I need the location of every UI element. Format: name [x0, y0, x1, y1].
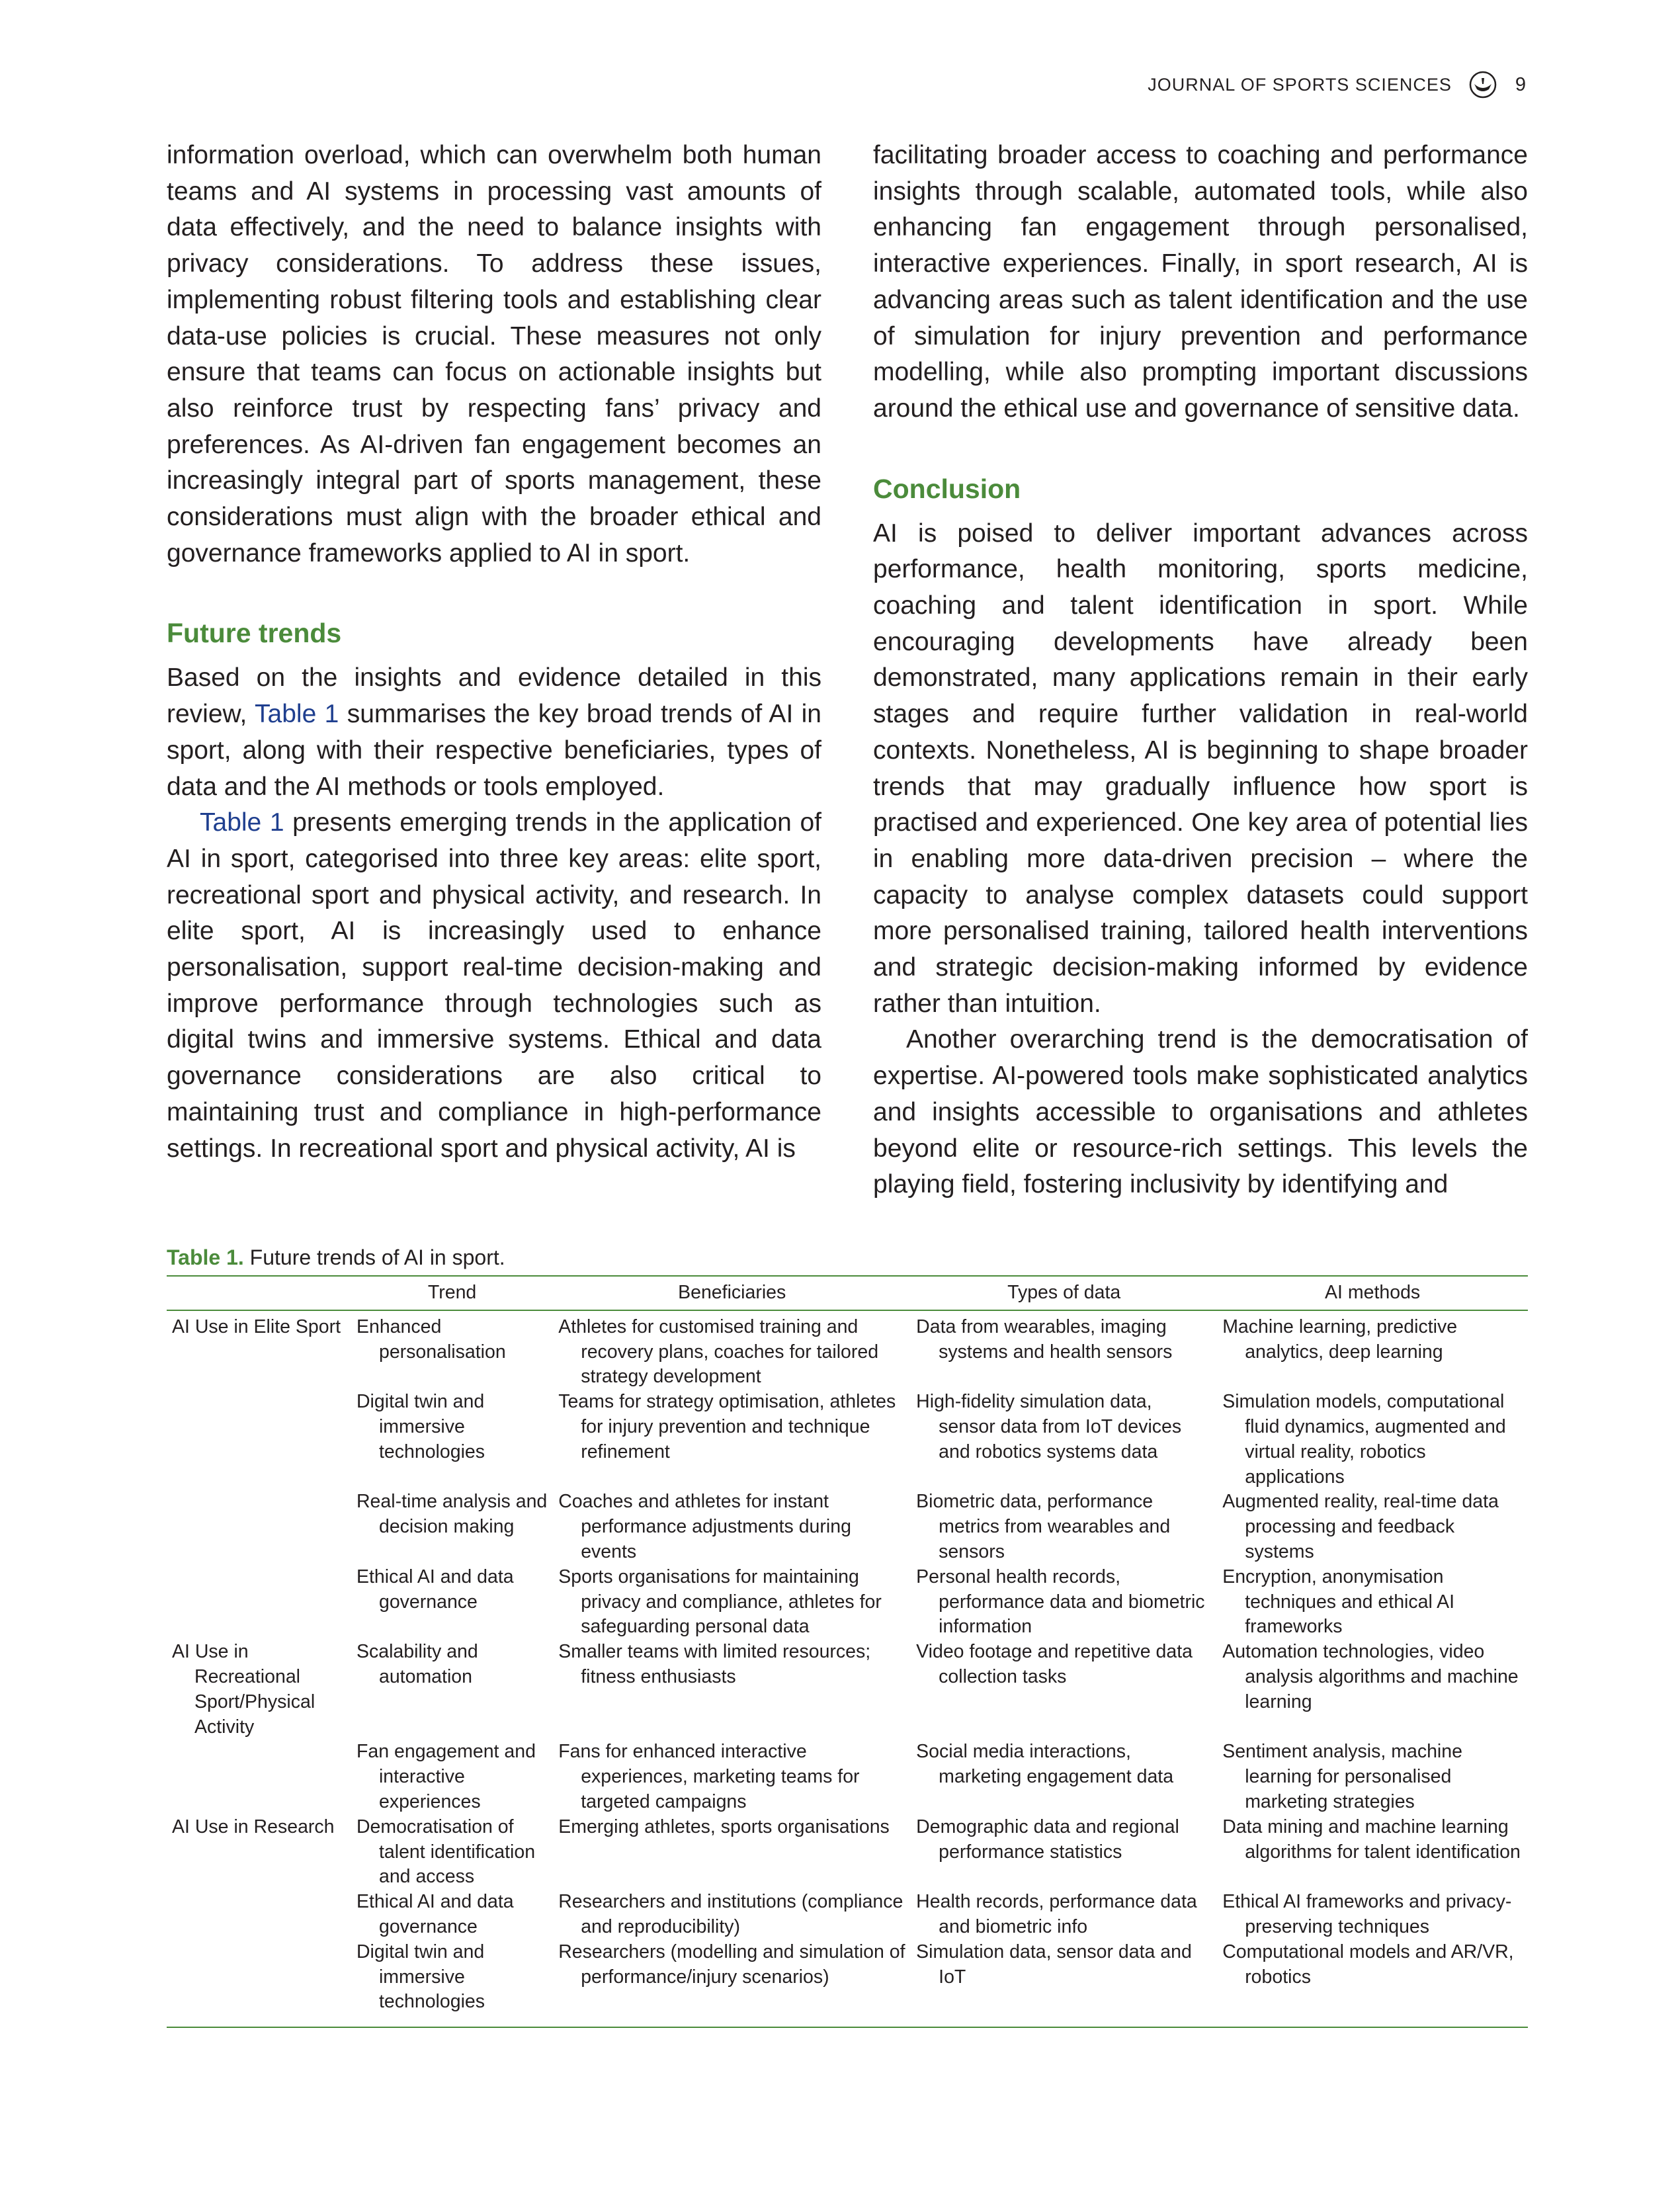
table-row: [167, 1390, 1528, 1490]
cell-trend: Digital twin and immersive technologies: [351, 1940, 553, 2027]
cell-ai-methods: Data mining and machine learning algorithms for talent identification: [1222, 1816, 1521, 1863]
cell-ai-methods: Automation technologies, video analysis algorithms and machine learning: [1222, 1641, 1519, 1712]
cell-ai-methods: Machine learning, predictive analytics, deep learning: [1222, 1316, 1458, 1363]
cell-types-of-data: Demographic data and regional performance statistics: [916, 1816, 1179, 1863]
running-head: [1148, 70, 1527, 99]
right-paragraph-3: Another overarching trend is the democratisation of expertise. AI-powered tools make sophisticated analytics and insights accessible to organisations and athletes beyond elite or resource-rich settings. This levels the playing field, fostering inclusivity by identifying and: [873, 1025, 1528, 1199]
publisher-logo-icon: [1469, 71, 1497, 99]
table-caption-text: Future trends of AI in sport.: [249, 1245, 505, 1269]
table-row: [167, 1815, 1528, 1890]
left-column: [167, 138, 821, 1167]
cell-beneficiaries: Coaches and athletes for instant performance adjustments during events: [558, 1491, 851, 1562]
cell-trend: Digital twin and immersive technologies: [356, 1391, 485, 1462]
right-paragraph-1: facilitating broader access to coaching and performance insights through scalable, automated tools, while also enhancing fan engagement through personalised, interactive experiences. Finally, in sport research, AI is advancing areas such as talent identification and the use of simulation for injury prevention and performance modelling, while also prompting important discussions around the ethical use and governance of sensitive data.: [873, 141, 1528, 423]
cell-category: [167, 1890, 351, 1940]
table-row: [167, 1940, 1528, 2027]
future-trends-heading: Future trends: [167, 618, 342, 649]
right-paragraph-2: AI is poised to deliver important advances across performance, health monitoring, sports medicine, coaching and talent identification in sport. While encouraging developments have already been demonstrated, many applications remain in their early stages and require further validation in real-world contexts. Nonetheless, AI is beginning to shape broader trends that may gradually influence how sport is practised and experienced. One key area of potential lies in enabling more data-driven precision – where the capacity to analyse complex datasets could support more personalised training, tailored health interventions and strategic decision-making informed by evidence rather than intuition.: [873, 519, 1528, 1018]
table1-link[interactable]: Table 1: [255, 700, 339, 729]
cell-beneficiaries: Sports organisations for maintaining privacy and compliance, athletes for safeguarding personal data: [558, 1566, 882, 1638]
cell-types-of-data: Health records, performance data and biometric info: [916, 1891, 1197, 1937]
table1-link[interactable]: Table 1: [200, 808, 284, 837]
cell-beneficiaries: Teams for strategy optimisation, athletes for injury prevention and technique refinement: [558, 1391, 896, 1462]
trends-table: [167, 1275, 1528, 2028]
cell-types-of-data: Personal health records, performance data and biometric information: [916, 1566, 1205, 1638]
cell-trend: Ethical AI and data governance: [356, 1891, 514, 1937]
header-trend: Trend: [351, 1276, 553, 1310]
cell-types-of-data: Biometric data, performance metrics from wearables and sensors: [916, 1491, 1171, 1562]
cell-category: AI Use in Research: [172, 1816, 335, 1837]
para2-text-b: summarises the key broad trends of AI in sport, along with their respective beneficiaries, types of data and the AI methods or tools employed.: [167, 700, 821, 801]
table-1: [167, 1243, 1528, 2028]
cell-ai-methods: Computational models and AR/VR, robotics: [1217, 1940, 1528, 2027]
cell-trend: Scalability and automation: [356, 1641, 478, 1687]
cell-types-of-data: High-fidelity simulation data, sensor data from IoT devices and robotics systems data: [916, 1391, 1182, 1462]
right-column: [873, 138, 1528, 1203]
table-row: [167, 1890, 1528, 1940]
cell-category: [167, 1390, 351, 1490]
cell-category: [167, 1940, 351, 2027]
cell-category: [167, 1490, 351, 1564]
cell-types-of-data: Data from wearables, imaging systems and health sensors: [916, 1316, 1173, 1363]
journal-name: JOURNAL OF SPORTS SCIENCES: [1148, 74, 1452, 95]
cell-beneficiaries: Smaller teams with limited resources; fitness enthusiasts: [558, 1641, 871, 1687]
cell-trend: Ethical AI and data governance: [356, 1566, 514, 1613]
cell-ai-methods: Ethical AI frameworks and privacy-preserving techniques: [1222, 1891, 1512, 1937]
cell-beneficiaries: Emerging athletes, sports organisations: [558, 1816, 890, 1837]
para2-text-a: Based on the insights and evidence detailed in this review,: [167, 663, 821, 729]
table-row: [167, 1565, 1528, 1640]
header-category: [167, 1276, 351, 1310]
cell-beneficiaries: Researchers and institutions (compliance and reproducibility): [558, 1891, 903, 1937]
table-caption: [167, 1243, 1528, 1271]
conclusion-heading: Conclusion: [873, 473, 1021, 504]
table-row: [167, 1740, 1528, 1814]
cell-ai-methods: Simulation models, computational fluid dynamics, augmented and virtual reality, robotics applications: [1222, 1391, 1506, 1488]
cell-types-of-data: Simulation data, sensor data and IoT: [911, 1940, 1217, 2027]
cell-trend: Fan engagement and interactive experiences: [356, 1741, 536, 1812]
cell-category: [167, 1740, 351, 1814]
page-number: 9: [1515, 73, 1527, 95]
cell-ai-methods: Augmented reality, real-time data processing and feedback systems: [1222, 1491, 1499, 1562]
header-ai-methods: AI methods: [1217, 1276, 1528, 1310]
table-caption-label: Table 1.: [167, 1245, 244, 1269]
left-paragraph-3: [167, 805, 821, 1167]
header-beneficiaries: Beneficiaries: [553, 1276, 911, 1310]
cell-trend: Enhanced personalisation: [356, 1316, 506, 1363]
cell-category: AI Use in Elite Sport: [172, 1316, 341, 1337]
table-row: [167, 1310, 1528, 1390]
cell-ai-methods: Sentiment analysis, machine learning for personalised marketing strategies: [1222, 1741, 1462, 1812]
cell-category: AI Use in Recreational Sport/Physical Activity: [172, 1641, 315, 1738]
cell-types-of-data: Social media interactions, marketing engagement data: [916, 1741, 1174, 1788]
cell-beneficiaries: Athletes for customised training and recovery plans, coaches for tailored strategy development: [558, 1316, 879, 1388]
left-paragraph-1: information overload, which can overwhelm both human teams and AI systems in processing vast amounts of data effectively, and the need to balance insights with privacy considerations. To address these issues, implementing robust filtering tools and establishing clear data-use policies is crucial. These measures not only ensure that teams can focus on actionable insights but also reinforce trust by respecting fans’ privacy and preferences. As AI-driven fan engagement becomes an increasingly integral part of sports management, these considerations must align with the broader ethical and governance frameworks applied to AI in sport.: [167, 141, 821, 568]
cell-trend: Real-time analysis and decision making: [356, 1491, 548, 1538]
cell-types-of-data: Video footage and repetitive data collection tasks: [916, 1641, 1193, 1687]
cell-beneficiaries: Fans for enhanced interactive experiences, marketing teams for targeted campaigns: [558, 1741, 860, 1812]
left-paragraph-2: [167, 660, 821, 805]
cell-ai-methods: Encryption, anonymisation techniques and ethical AI frameworks: [1222, 1566, 1455, 1638]
table-row: [167, 1490, 1528, 1564]
cell-trend: Democratisation of talent identification and access: [356, 1816, 536, 1888]
table-row: [167, 1640, 1528, 1740]
cell-beneficiaries: Researchers (modelling and simulation of performance/injury scenarios): [553, 1940, 911, 2027]
cell-category: [167, 1565, 351, 1640]
para3-text-b: presents emerging trends in the application of AI in sport, categorised into three key areas: elite sport, recreational sport and physical activity, and research. In elite sport, AI is increasingly used to enhance personalisation, support real-time decision-making and improve performance through technologies such as digital twins and immersive systems. Ethical and data governance considerations are also critical to maintaining trust and compliance in high-performance settings. In recreational sport and physical activity, AI is: [167, 808, 821, 1163]
table-header-row: [167, 1276, 1528, 1310]
header-types-of-data: Types of data: [911, 1276, 1217, 1310]
